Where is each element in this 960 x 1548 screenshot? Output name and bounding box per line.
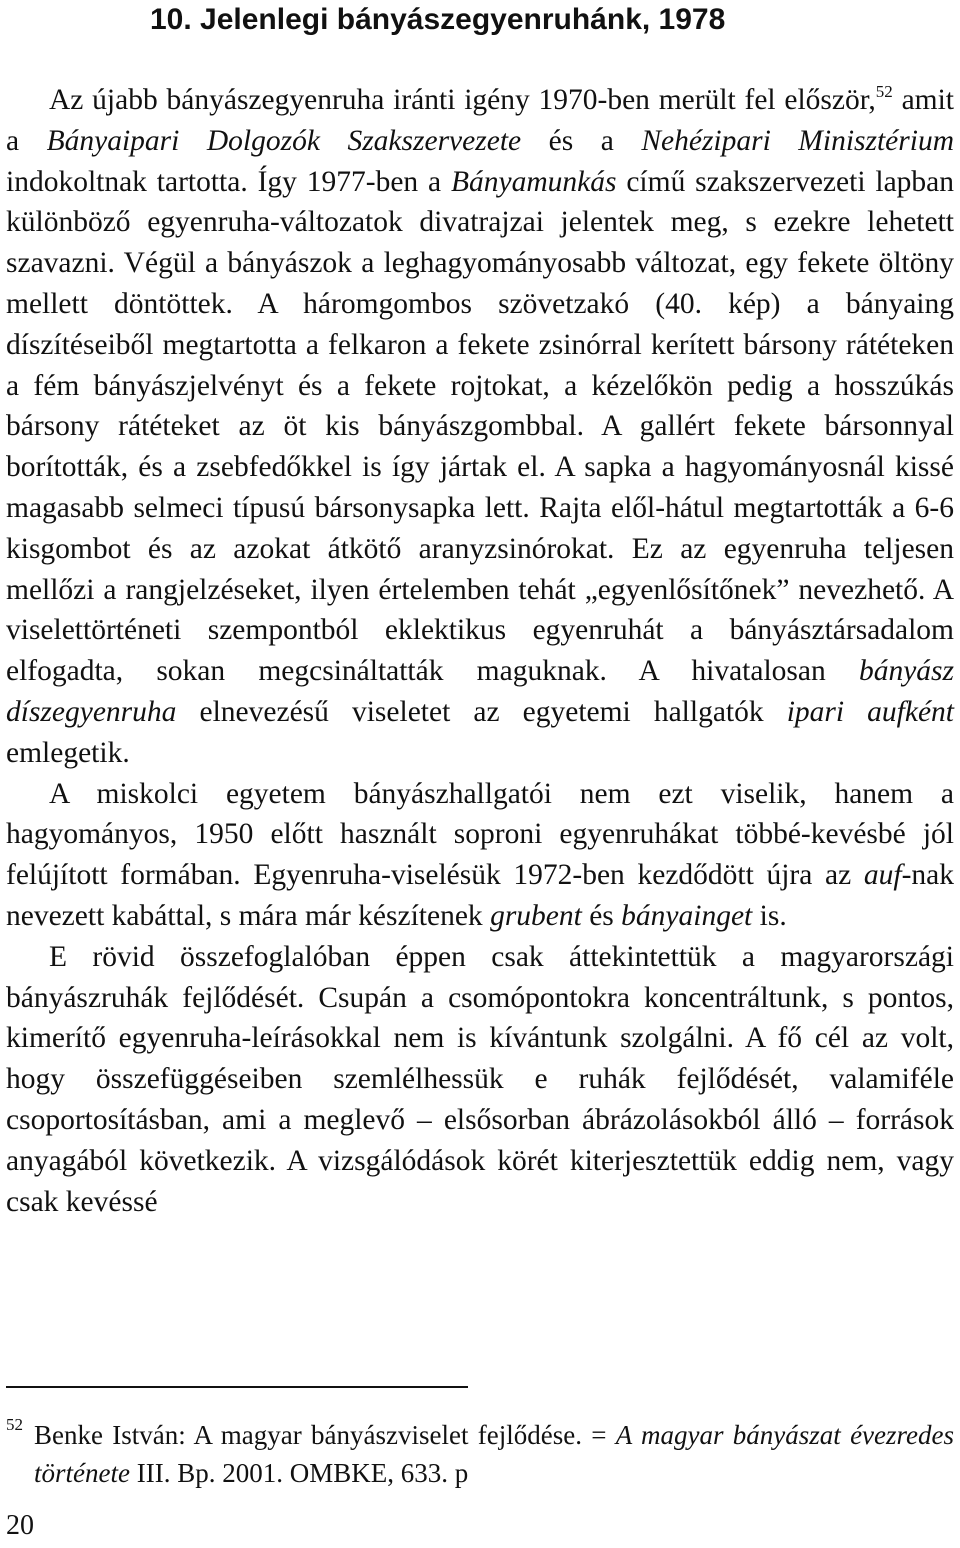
text-run: -nak nevezett kabáttal, s mára már készítenek [6,859,954,932]
text-run: Benke István: A magyar bányászviselet fejlődése. = [34,1420,616,1450]
footnote-divider [6,1386,468,1388]
text-run: emlegetik. [6,736,130,769]
footnote-reference: 52 [875,82,893,101]
text-run: E rövid összefoglalóban éppen csak áttekintettük a magyarországi bányászruhák fejlődését. Csupán a csomópontokra koncentráltunk, s pontos, kimerítő egyenruha-leírásokkal nem is kívántunk szolgálni. A fő cél az volt, hogy összefüggéseiben szemlélhessük e ruhák fejlődését, valamiféle csoportosításban, ami a meglevő – elsősorban ábrázolásokból álló – források anyagából következik. A vizsgálódások körét kiterjesztettük eddig nem, vagy csak kevéssé [6,940,954,1218]
text-run: A miskolci egyetem bányászhallgatói nem ezt viselik, hanem a hagyományos, 1950 előtt használt soproni egyenruhákat többé-kevésbé jól felújított formában. Egyenruha-viselésük 1972-ben kezdődött újra az [6,777,954,892]
italic-text: Bányaipari Dolgozók Szakszervezete [46,124,522,157]
paragraph-1 [6,80,954,774]
italic-text: auf [863,859,902,892]
italic-text: Nehézipari Minisztérium [641,124,955,157]
italic-text: ipari aufként [786,695,954,728]
text-run: és a [521,124,642,157]
text-run: és [581,899,622,932]
paragraph-2 [6,774,954,937]
text-run: című szakszervezeti lapban különböző egyenruha-változatok divatrajzai jelentek meg, s ezekre lehetett szavazni. Végül a bányászok a leghagyományosabb változat, egy fekete öltöny mellett döntöttek. A háromgombos szövetzakó (40. kép) a bányaing díszítéseiből megtartotta a felkaron a fekete zsinórral kerített bársony rátéteken a fém bányászjelvényt és a fekete rojtokat, a kézelőkön pedig a hosszúkás bársony rátéteket az öt kis bányászgombbal. A gallért fekete bársonnyal borították, és a zsebfedőkkel is így jártak el. A sapka a hagyományosnál kissé magasabb selmeci típusú bársonysapka lett. Rajta elől-hátul megtartották a 6-6 kisgombot és az azokat átkötő aranyzsinórokat. Ez az egyenruha teljesen mellőzi a rangjelzéseket, ilyen értelemben tehát „egyenlősítőnek” nevezhető. A viselettörténeti szempontból eklektikus egyenruhát a bányásztársadalom elfogadta, sokan megcsináltatták maguknak. A hivatalosan [6,165,955,688]
italic-text: A magyar bányászat évezredes története [34,1420,955,1488]
body-text [6,80,954,1222]
text-run: III. Bp. 2001. OMBKE, 633. p [129,1458,469,1488]
text-run: indokoltnak tartotta. Így 1977-ben a [6,165,451,198]
text-run: elnevezésű viseletet az egyetemi hallgatók [176,695,787,728]
footnote-52: 52 Benke István: A magyar bányászviselet fejlődése. = A magyar bányászat évezredes története III. Bp. 2001. OMBKE, 633. p [6,1415,955,1488]
text-run: is. [752,899,787,932]
italic-text: bányainget [621,899,753,932]
italic-text: bányász díszegyenruha [6,655,954,728]
text-run: Az újabb bányászegyenruha iránti igény 1970-ben merült fel először, [49,84,876,116]
page-number: 20 [6,1510,34,1541]
italic-text: grubent [490,899,582,932]
text-run: amit a [6,84,954,157]
section-heading: 10. Jelenlegi bányászegyenruhánk, 1978 [150,3,726,36]
italic-text: Bányamunkás [450,165,617,198]
paragraph-3 [6,937,954,1223]
